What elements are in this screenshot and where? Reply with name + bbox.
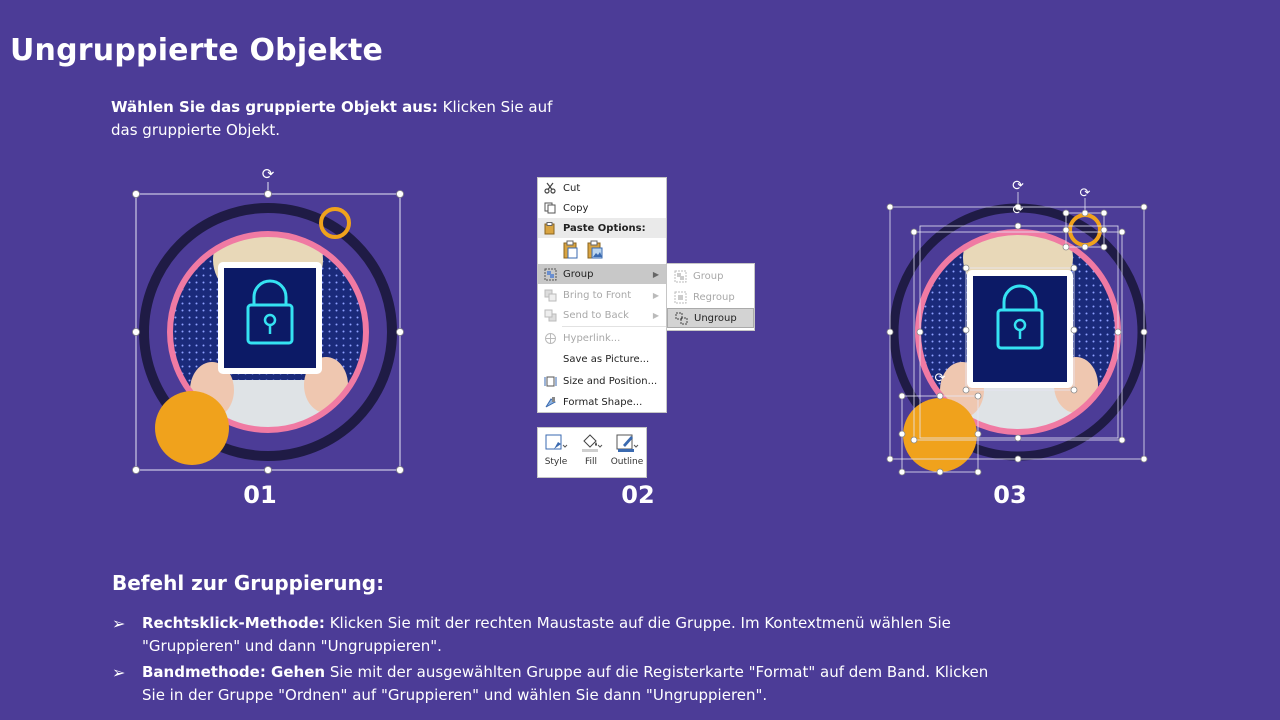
arrow-bullet-icon: ➢	[112, 614, 126, 633]
group-submenu	[666, 263, 755, 331]
scissors-icon	[538, 178, 562, 198]
rotate-handle-icon: ⟳	[934, 371, 946, 386]
figure-ungrouped-objects[interactable]	[880, 170, 1160, 480]
ungroup-icon	[668, 312, 694, 325]
menu-item-size-and-position[interactable]: Size and Position...	[538, 371, 666, 391]
submenu-item-group[interactable]: Group	[667, 266, 754, 286]
pen-outline-icon	[615, 433, 639, 453]
rotate-handle-icon: ⟳	[261, 165, 275, 183]
regroup-icon	[667, 291, 693, 304]
mini-toolbar	[537, 427, 647, 478]
style-button[interactable]: Style	[539, 428, 573, 477]
menu-item-save-as-picture[interactable]: Save as Picture...	[563, 353, 650, 365]
paint-bucket-icon	[579, 433, 603, 453]
menu-separator	[562, 326, 666, 327]
outline-button[interactable]: Outline	[610, 428, 644, 477]
shape-style-icon	[544, 433, 568, 453]
submenu-arrow-icon: ▶	[652, 269, 659, 279]
submenu-arrow-icon: ▶	[652, 290, 659, 300]
bullet-item: ➢ Bandmethode: Gehen Sie mit der ausgewählten Gruppe auf die Registerkarte "Format" auf dem Band. Klicken Sie in der Gruppe "Ordnen" auf "Gruppieren" und wählen Sie dann "Ungruppieren".	[112, 663, 989, 704]
paste-keep-format-icon[interactable]	[562, 240, 580, 263]
menu-item-send-to-back[interactable]: Send to Back ▶	[538, 305, 666, 325]
format-shape-icon	[538, 392, 562, 412]
send-back-icon	[538, 305, 562, 325]
bullet-list	[112, 612, 1012, 710]
submenu-item-ungroup[interactable]: Ungroup	[667, 308, 754, 328]
context-menu	[537, 177, 667, 413]
menu-item-format-shape[interactable]: Format Shape...	[538, 392, 666, 412]
menu-item-bring-to-front[interactable]: Bring to Front ▶	[538, 285, 666, 305]
bullet-item: ➢ Rechtsklick-Methode: Klicken Sie mit der rechten Maustaste auf die Gruppe. Im Kontextmenü wählen Sie "Gruppieren" und dann "Ungruppieren".	[112, 614, 951, 655]
submenu-arrow-icon: ▶	[652, 310, 659, 320]
arrow-bullet-icon: ➢	[112, 663, 126, 682]
intro-bold: Wählen Sie das gruppierte Objekt aus:	[111, 98, 438, 116]
step-number-03: 03	[993, 481, 1027, 509]
paste-icon	[538, 218, 562, 238]
menu-item-paste-options: Paste Options:	[538, 218, 666, 238]
fill-button[interactable]: Fill	[574, 428, 608, 477]
hyperlink-icon	[538, 328, 562, 348]
figure-grouped-object[interactable]	[130, 160, 410, 480]
rotate-handle-icon: ⟳	[1012, 178, 1024, 194]
menu-item-group[interactable]: Group ▶	[538, 264, 666, 284]
ungrouped-objects-illustration	[880, 170, 1160, 480]
submenu-item-regroup[interactable]: Regroup	[667, 287, 754, 307]
menu-item-cut[interactable]: Cut	[538, 178, 666, 198]
intro-rest: Klicken Sie auf das gruppierte Objekt.	[111, 98, 553, 139]
step-number-02: 02	[621, 481, 655, 509]
group-icon	[667, 270, 693, 283]
slide-title: Ungruppierte Objekte	[10, 33, 384, 68]
intro-text	[111, 96, 581, 142]
rotate-handle-icon: ⟳	[1079, 186, 1091, 201]
paste-option-buttons	[562, 239, 604, 263]
copy-icon	[538, 198, 562, 218]
paste-picture-icon[interactable]	[586, 240, 604, 263]
menu-item-copy[interactable]: Copy	[538, 198, 666, 218]
bring-front-icon	[538, 285, 562, 305]
menu-item-hyperlink[interactable]: Hyperlink...	[538, 328, 666, 348]
step-number-01: 01	[243, 481, 277, 509]
group-icon	[538, 264, 562, 284]
rotate-handle-icon: ⟳	[1012, 203, 1024, 218]
section-heading: Befehl zur Gruppierung:	[112, 571, 385, 595]
size-position-icon	[538, 371, 562, 391]
grouped-object-illustration	[130, 160, 410, 480]
